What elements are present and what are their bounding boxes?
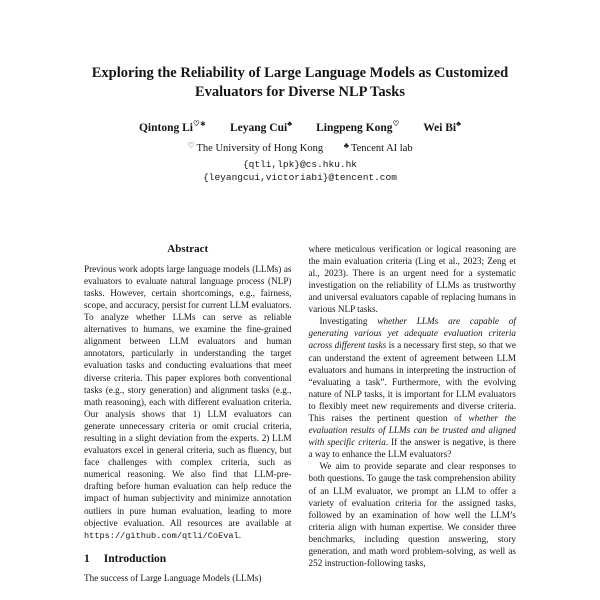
text-segment: Investigating (319, 316, 378, 327)
author (139, 119, 206, 134)
author-line (0, 119, 600, 134)
text-segment: is a necessary first step, so that we can understand the extent of agreement between LLM evaluators and humans in interpreting the instruction of “evaluating a task”. Furthermore, with the evolving nature of NLP tasks, it is important for LLM evaluators to flexibly meet new requirements and diverse criteria. This raises the pertinent question of (308, 340, 516, 424)
introduction-text (84, 572, 292, 584)
text-segment: The success of Large Language Models (LLMs) (84, 572, 262, 583)
author (230, 119, 292, 134)
author-name: Wei Bi (423, 122, 457, 135)
left-column (84, 243, 292, 584)
section-title: Introduction (103, 552, 167, 565)
text-segment: . If the answer is negative, is there a way to enhance the LLM evaluators? (308, 437, 516, 460)
affiliation-line (0, 141, 600, 154)
author (316, 119, 399, 134)
text-segment: . (238, 529, 242, 540)
section-number: 1 (84, 552, 90, 565)
email-line: {leyangcui,victoriabi}@tencent.com (203, 171, 397, 183)
paragraph (309, 315, 517, 460)
email-block (0, 159, 600, 185)
paragraph (309, 243, 517, 316)
text-segment: where meticulous verification or logical reasoning are the main evaluation criteria (Ling et al., 2023; Zeng et al., 2023). There is an urgent need for a systematic investigation on the reliability of LLMs as trustworthy and universal evaluators capable of replacing humans in various NLP tasks. (308, 243, 516, 315)
author-name: Lingpeng Kong (316, 122, 393, 135)
author-affiliation-mark: ♡ (392, 119, 400, 129)
abstract-text (84, 263, 292, 542)
email-line: {qtli,lpk}@cs.hku.hk (242, 159, 358, 171)
text-segment: We aim to provide separate and clear responses to both questions. To gauge the task comprehension ability of an LLM evaluator, we prompt an LLM to offer a variety of evaluation criteria for the assigned tasks, followed by an examination of how well the LLM’s criteria align with human expertise. We consider three benchmarks, including question answering, story generation, and math word problem-solving, as well as 252 instruction-following tasks, (308, 461, 516, 569)
paper-title: Exploring the Reliability of Large Language Models as Customized Evaluators for Diverse NLP Tasks (91, 65, 509, 101)
affiliation-symbol: ♡ (187, 141, 195, 151)
paragraph (84, 572, 292, 584)
affiliation (344, 141, 413, 154)
author-affiliation-mark: ♣ (456, 119, 462, 129)
affiliation-symbol: ♣ (343, 141, 349, 151)
italic-text: whether LLMs are capable of generating various yet adequate evaluation criteria across different tasks (308, 316, 516, 351)
two-column-body (0, 243, 600, 584)
affiliation (187, 141, 323, 154)
author-name: Qintong Li (138, 122, 193, 135)
affiliation-name: The University of Hong Kong (196, 143, 324, 155)
github-link[interactable]: https://github.com/qtli/CoEval (84, 530, 239, 541)
author-affiliation-mark: ♣ (287, 119, 293, 129)
right-column (309, 243, 517, 570)
paragraph (84, 263, 292, 542)
right-column-text (309, 243, 517, 570)
text-segment: Previous work adopts large language models (LLMs) as evaluators to evaluate natural language process (NLP) tasks. However, certain shortcomings, e.g., fairness, scope, and accuracy, persist for current LLM evaluators. To analyze whether LLMs can serve as reliable alternatives to humans, we examine the fine-grained alignment between LLM evaluators and human annotators, particularly in understanding the target evaluation tasks and conducting evaluations that meet diverse criteria. This paper explores both conventional tasks (e.g., story generation) and alignment tasks (e.g., math reasoning), each with different evaluation criteria. Our analysis shows that 1) LLM evaluators can generate unnecessary criteria or omit crucial criteria, resulting in a slight deviation from the experts. 2) LLM evaluators excel in general criteria, such as fluency, but face challenges with complex criteria, such as numerical reasoning. We also find that LLM-pre-drafting before human evaluation can help reduce the impact of human subjectivity and minimize annotation outliers in pure human evaluation, leading to more objective evaluation. All resources are available at (84, 263, 292, 528)
affiliation-name: Tencent AI lab (350, 143, 413, 155)
italic-text: whether the evaluation results of LLMs can be trusted and aligned with specific criteria (308, 413, 517, 448)
author (423, 119, 461, 134)
author-name: Leyang Cui (229, 122, 288, 135)
section-heading-introduction (84, 553, 292, 565)
abstract-heading: Abstract (167, 242, 209, 255)
author-affiliation-mark: ♡∗ (192, 119, 206, 129)
paragraph (309, 460, 517, 569)
